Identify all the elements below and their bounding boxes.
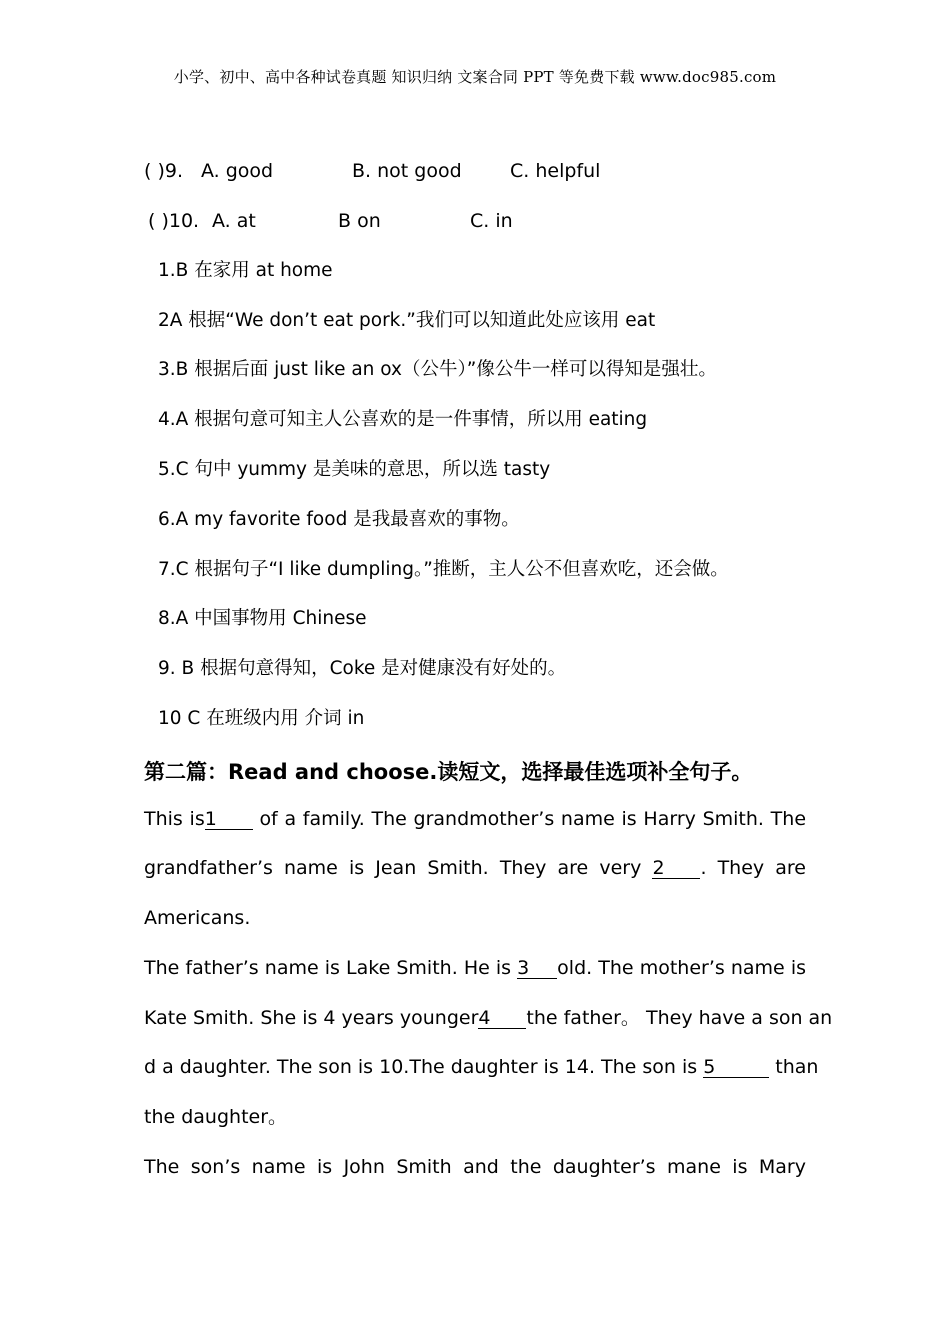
- answer-line: 8.A 中国事物用 Chinese: [158, 608, 367, 629]
- text: The father’s name is Lake Smith. He is: [144, 957, 512, 979]
- option-c: C. in: [470, 210, 513, 232]
- blank-5: 5: [703, 1057, 769, 1078]
- passage-line: The son’s name is John Smith and the daughter’s mane is Mary: [144, 1156, 806, 1178]
- blank-1: 1: [205, 809, 253, 830]
- option-a: A. good: [201, 160, 274, 182]
- passage-line: [144, 1055, 819, 1079]
- text: of a family. The grandmother’s name is Harry Smith. The: [259, 808, 807, 830]
- blank-2: 2: [652, 858, 700, 879]
- question-number: ( )9.: [144, 160, 183, 182]
- passage-line: [144, 856, 806, 880]
- page-header: 小学、初中、高中各种试卷真题 知识归纳 文案合同 PPT 等免费下载 www.doc985.com: [173, 68, 777, 86]
- text: d a daughter. The son is 10.The daughter is 14. The son is: [144, 1056, 698, 1078]
- question-number: ( )10.: [148, 210, 200, 232]
- blank-3: 3: [517, 958, 557, 979]
- text: grandfather’s name is Jean Smith. They are very: [144, 857, 642, 879]
- answer-line: 7.C 根据句子“I like dumpling。”推断，主人公不但喜欢吃，还会做。: [158, 559, 729, 580]
- option-c: C. helpful: [510, 160, 601, 182]
- answer-line: 1.B 在家用 at home: [158, 260, 333, 281]
- text: than: [775, 1056, 819, 1078]
- option-b: B. not good: [352, 160, 462, 182]
- passage-line: Americans.: [144, 907, 251, 929]
- section-heading: 第二篇：Read and choose.读短文，选择最佳选项补全句子。: [144, 760, 753, 784]
- answer-line: 10 C 在班级内用 介词 in: [158, 708, 365, 729]
- text: the father。 They have a son an: [526, 1007, 833, 1029]
- text: . They are: [700, 857, 806, 879]
- passage-line: [144, 1006, 833, 1030]
- text: old. The mother’s name is: [557, 957, 806, 979]
- option-a: A. at: [212, 210, 256, 232]
- text: Kate Smith. She is 4 years younger: [144, 1007, 479, 1029]
- answer-line: 2A 根据“We don’t eat pork.”我们可以知道此处应该用 eat: [158, 310, 656, 331]
- passage-line: [144, 807, 806, 831]
- answer-line: 3.B 根据后面 just like an ox（公牛）”像公牛一样可以得知是强壮。: [158, 359, 717, 380]
- blank-4: 4: [478, 1008, 526, 1029]
- text: This is: [144, 808, 205, 830]
- passage-line: the daughter。: [144, 1106, 288, 1128]
- answer-line: 5.C 句中 yummy 是美味的意思，所以选 tasty: [158, 459, 551, 480]
- answer-line: 9. B 根据句意得知，Coke 是对健康没有好处的。: [158, 658, 567, 679]
- answer-line: 4.A 根据句意可知主人公喜欢的是一件事情，所以用 eating: [158, 409, 648, 430]
- option-b: B on: [338, 210, 381, 232]
- answer-line: 6.A my favorite food 是我最喜欢的事物。: [158, 509, 520, 530]
- passage-line: [144, 956, 806, 980]
